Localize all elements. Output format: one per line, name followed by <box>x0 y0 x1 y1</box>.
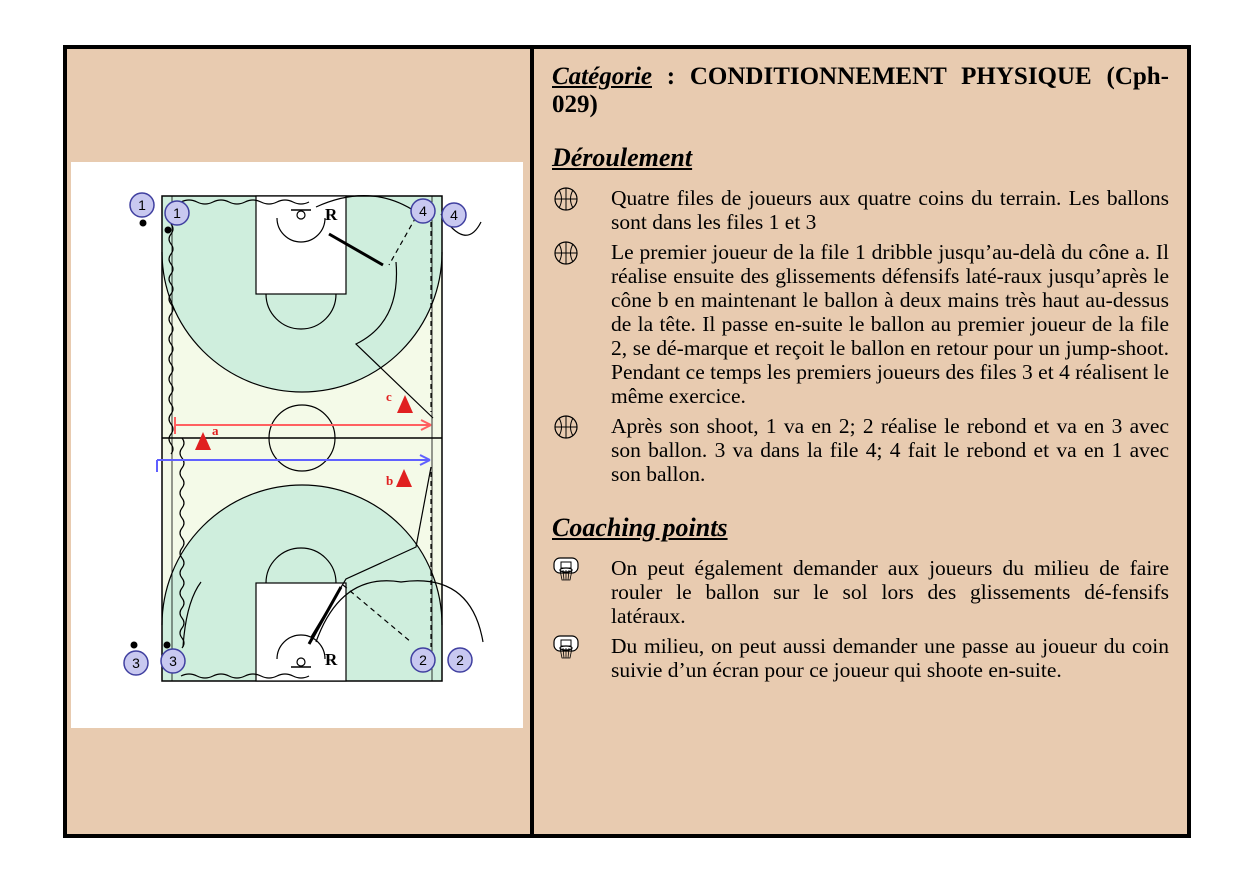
ball-icon <box>164 642 171 649</box>
column-divider <box>530 49 534 834</box>
svg-text:b: b <box>386 473 394 488</box>
coaching-item <box>552 556 1169 628</box>
svg-text:3: 3 <box>169 653 177 669</box>
court-diagram <box>71 162 523 728</box>
deroulement-heading: Déroulement <box>552 143 693 172</box>
deroulement-item-text: Le premier joueur de la file 1 dribble jusqu’au-delà du cône a. Il réalise ensuite des glissements défensifs laté-raux jusqu’après le cône b en maintenant le ballon à deux mains très haut au-dessus de la tête. Il passe en-suite le ballon au premier joueur de la file 2, se dé-marque et reçoit le ballon en retour pour un jump-shoot. Pendant ce temps les premiers joueurs des files 3 et 4 réalisent le même exercice. <box>611 240 1169 408</box>
player-1-outer <box>130 193 154 217</box>
ball-icon <box>165 227 172 234</box>
drill-card <box>63 45 1191 838</box>
category-separator: : <box>652 63 690 90</box>
deroulement-item <box>552 240 1169 408</box>
deroulement-item-text: Quatre files de joueurs aux quatre coins du terrain. Les ballons sont dans les files 1 et 3 <box>611 186 1169 234</box>
section-gap <box>552 492 1169 514</box>
coaching-item-text: On peut également demander aux joueurs du milieu de faire rouler le ballon sur le sol lors des glissements dé-fensifs latéraux. <box>611 556 1169 628</box>
ball-icon <box>131 642 138 649</box>
svg-text:2: 2 <box>419 652 427 668</box>
svg-text:2: 2 <box>456 652 464 668</box>
rebound-mark-upper: R <box>325 205 338 224</box>
player-4-inner <box>411 199 435 223</box>
basketball-icon <box>552 186 580 214</box>
coaching-list <box>552 556 1169 682</box>
svg-text:1: 1 <box>138 197 146 213</box>
basketball-icon <box>552 414 580 442</box>
player-3-outer <box>124 651 148 675</box>
player-3-inner <box>161 649 185 673</box>
player-4-outer <box>442 203 466 227</box>
coaching-heading: Coaching points <box>552 513 728 542</box>
player-1-inner <box>165 201 189 225</box>
deroulement-item <box>552 186 1169 234</box>
svg-text:4: 4 <box>419 203 427 219</box>
svg-text:c: c <box>386 389 392 404</box>
player-2-outer <box>448 648 472 672</box>
deroulement-item-text: Après son shoot, 1 va en 2; 2 réalise le rebond et va en 3 avec son ballon. 3 va dans la file 4; 4 fait le rebond et va en 1 avec son ballon. <box>611 414 1169 486</box>
text-panel <box>552 63 1169 688</box>
svg-text:4: 4 <box>450 207 458 223</box>
basket-hoop-icon <box>552 634 580 662</box>
category-label: Catégorie <box>552 63 652 90</box>
rebound-mark-lower: R <box>325 650 338 669</box>
svg-text:a: a <box>212 423 219 438</box>
court-diagram-svg <box>71 162 523 728</box>
svg-text:3: 3 <box>132 655 140 671</box>
category-line <box>552 63 1169 119</box>
basket-hoop-icon <box>552 556 580 584</box>
deroulement-list <box>552 186 1169 486</box>
ball-icon <box>140 220 147 227</box>
coaching-item-text: Du milieu, on peut aussi demander une passe au joueur du coin suivie d’un écran pour ce joueur qui shoote en-suite. <box>611 634 1169 682</box>
player-2-inner <box>411 648 435 672</box>
category-value: CONDITIONNEMENT PHYSIQUE (Cph-029) <box>552 63 1169 118</box>
deroulement-item <box>552 414 1169 486</box>
basketball-icon <box>552 240 580 268</box>
coaching-item <box>552 634 1169 682</box>
svg-text:1: 1 <box>173 205 181 221</box>
